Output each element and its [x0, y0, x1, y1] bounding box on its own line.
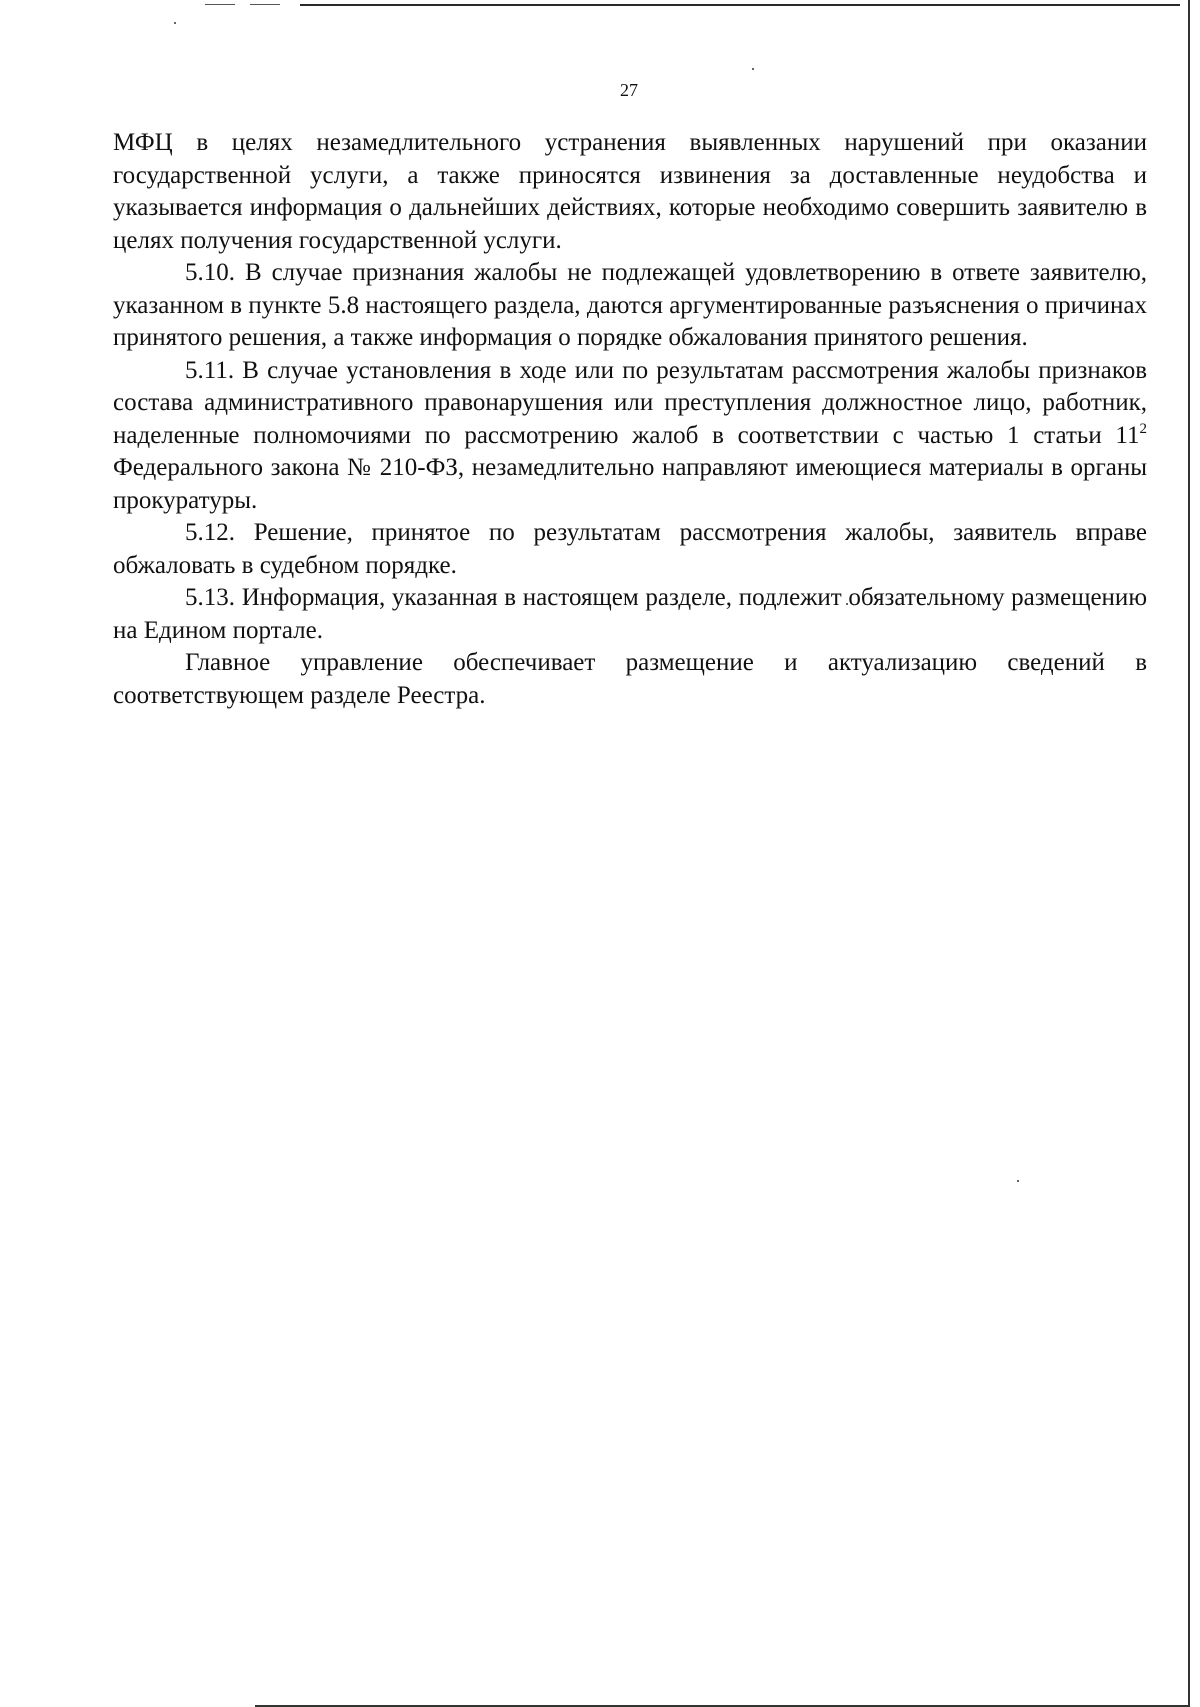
paragraph-5-11-text-start: 5.11. В случае установления в ходе или по результатам рассмотрения жалобы признаков состава административного правонарушения или преступления должностное лицо, работник, наделенные полномочиями по рассмотрению жалоб в соответствии с частью 1 статьи 11 [113, 356, 1147, 449]
page-number: 27 [620, 80, 638, 100]
scan-edge-right [1188, 0, 1190, 1707]
article-superscript: 2 [1139, 420, 1147, 437]
paragraph-continuation: МФЦ в целях незамедлительного устранения выявленных нарушений при оказании государственной услуги, а также приносятся извинения за доставленные неудобства и указывается информация о дальнейших действиях, которые необходимо совершить заявителю в целях получения государственной услуги. [113, 129, 1147, 254]
scan-edge-top [300, 4, 1180, 6]
paragraph-5-11 [113, 355, 1147, 518]
scan-speck [1017, 1180, 1019, 1182]
paragraph-5-12: 5.12. Решение, принятое по результатам рассмотрения жалобы, заявитель вправе обжаловать в судебном порядке. [113, 519, 1147, 579]
scan-artifact [205, 4, 235, 5]
paragraph-5-10: 5.10. В случае признания жалобы не подлежащей удовлетворению в ответе заявителю, указанном в пункте 5.8 настоящего раздела, даются аргументированные разъяснения о причинах принятого решения, а также информация о порядке обжалования принятого решения. [113, 259, 1147, 351]
scan-speck [174, 22, 176, 24]
paragraph-5-13: 5.13. Информация, указанная в настоящем разделе, подлежит обязательному размещению на Едином портале. [113, 584, 1147, 644]
scan-speck [752, 68, 754, 70]
paragraph-5-11-text-end: Федерального закона № 210-ФЗ, незамедлительно направляют имеющиеся материалы в органы прокуратуры. [113, 454, 1147, 514]
document-body [113, 127, 1147, 712]
paragraph-main-directorate: Главное управление обеспечивает размещение и актуализацию сведений в соответствующем разделе Реестра. [113, 649, 1147, 709]
scan-artifact [250, 4, 280, 5]
